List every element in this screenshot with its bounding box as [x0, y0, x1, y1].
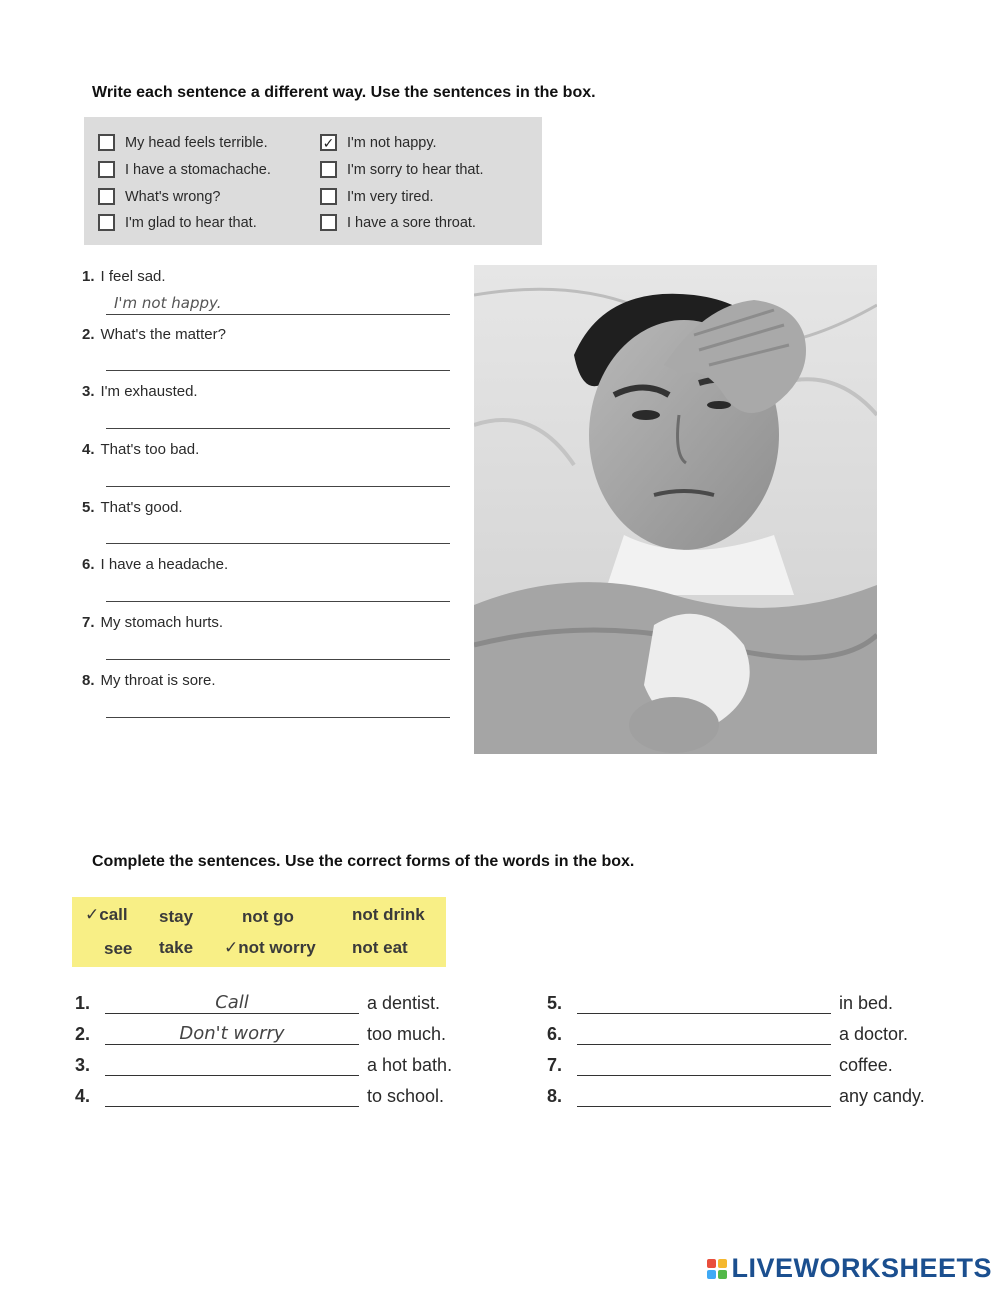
checkbox[interactable]	[98, 214, 115, 231]
instruction-2: Complete the sentences. Use the correct forms of the words in the box.	[92, 853, 635, 870]
question-8: 8. My throat is sore.	[82, 672, 216, 689]
word: not drink	[352, 905, 425, 924]
box-option[interactable]: I have a stomachache.	[98, 161, 271, 178]
word: stay	[159, 907, 194, 926]
item-8: 8. any candy.	[547, 1082, 925, 1107]
checkbox[interactable]	[98, 188, 115, 205]
item-4: 4. to school.	[75, 1082, 444, 1107]
sick-man-photo	[474, 265, 877, 754]
sentence-box	[84, 117, 542, 245]
question-1: 1. I feel sad.	[82, 268, 166, 285]
box-option[interactable]: I'm very tired.	[320, 188, 434, 205]
answer-field-6[interactable]	[106, 579, 450, 602]
item-2: 2. Don't worry too much.	[75, 1020, 446, 1045]
box-option[interactable]: My head feels terrible.	[98, 134, 268, 151]
logo-icon	[707, 1259, 727, 1279]
checkbox[interactable]	[98, 161, 115, 178]
item-3: 3. a hot bath.	[75, 1051, 452, 1076]
answer-field-3[interactable]	[106, 406, 450, 429]
answer-field-7[interactable]	[106, 637, 450, 660]
word: ✓call	[85, 905, 128, 924]
checkbox[interactable]	[320, 214, 337, 231]
answer-field-4[interactable]	[106, 464, 450, 487]
word: see	[104, 939, 133, 958]
answer-field[interactable]	[577, 1082, 831, 1107]
answer-field[interactable]	[105, 1082, 359, 1107]
checkbox[interactable]	[320, 161, 337, 178]
word: ✓not worry	[224, 938, 316, 957]
logo-text: LIVEWORKSHEETS	[731, 1253, 992, 1283]
box-option[interactable]: I have a sore throat.	[320, 214, 476, 231]
answer-field[interactable]	[577, 989, 831, 1014]
answer-field-1[interactable]: I'm not happy.	[106, 292, 450, 315]
word: take	[159, 938, 194, 957]
answer-field-8[interactable]	[106, 695, 450, 718]
word: not go	[242, 907, 294, 926]
answer-field-2[interactable]	[106, 348, 450, 371]
answer-field[interactable]	[577, 1020, 831, 1045]
answer-field-5[interactable]	[106, 521, 450, 544]
box-option[interactable]: What's wrong?	[98, 188, 220, 205]
box-option[interactable]: I'm glad to hear that.	[98, 214, 257, 231]
checkbox[interactable]	[98, 134, 115, 151]
question-6: 6. I have a headache.	[82, 556, 229, 573]
item-7: 7. coffee.	[547, 1051, 893, 1076]
word: not eat	[352, 938, 408, 957]
liveworksheets-logo[interactable]	[707, 1253, 992, 1284]
question-7: 7. My stomach hurts.	[82, 614, 224, 631]
question-5: 5. That's good.	[82, 499, 183, 516]
instruction-1: Write each sentence a different way. Use the sentences in the box.	[92, 84, 596, 101]
question-2: 2. What's the matter?	[82, 326, 226, 343]
item-5: 5. in bed.	[547, 989, 893, 1014]
checkbox-checked[interactable]: ✓	[320, 134, 337, 151]
item-1: 1. Call a dentist.	[75, 989, 440, 1014]
question-3: 3. I'm exhausted.	[82, 383, 198, 400]
answer-field[interactable]: Don't worry	[105, 1020, 359, 1045]
word-box	[72, 897, 446, 967]
answer-field[interactable]	[105, 1051, 359, 1076]
box-option[interactable]: ✓ I'm not happy.	[320, 134, 437, 151]
question-4: 4. That's too bad.	[82, 441, 200, 458]
checkbox[interactable]	[320, 188, 337, 205]
answer-field[interactable]	[577, 1051, 831, 1076]
box-option[interactable]: I'm sorry to hear that.	[320, 161, 484, 178]
answer-field[interactable]: Call	[105, 989, 359, 1014]
item-6: 6. a doctor.	[547, 1020, 908, 1045]
